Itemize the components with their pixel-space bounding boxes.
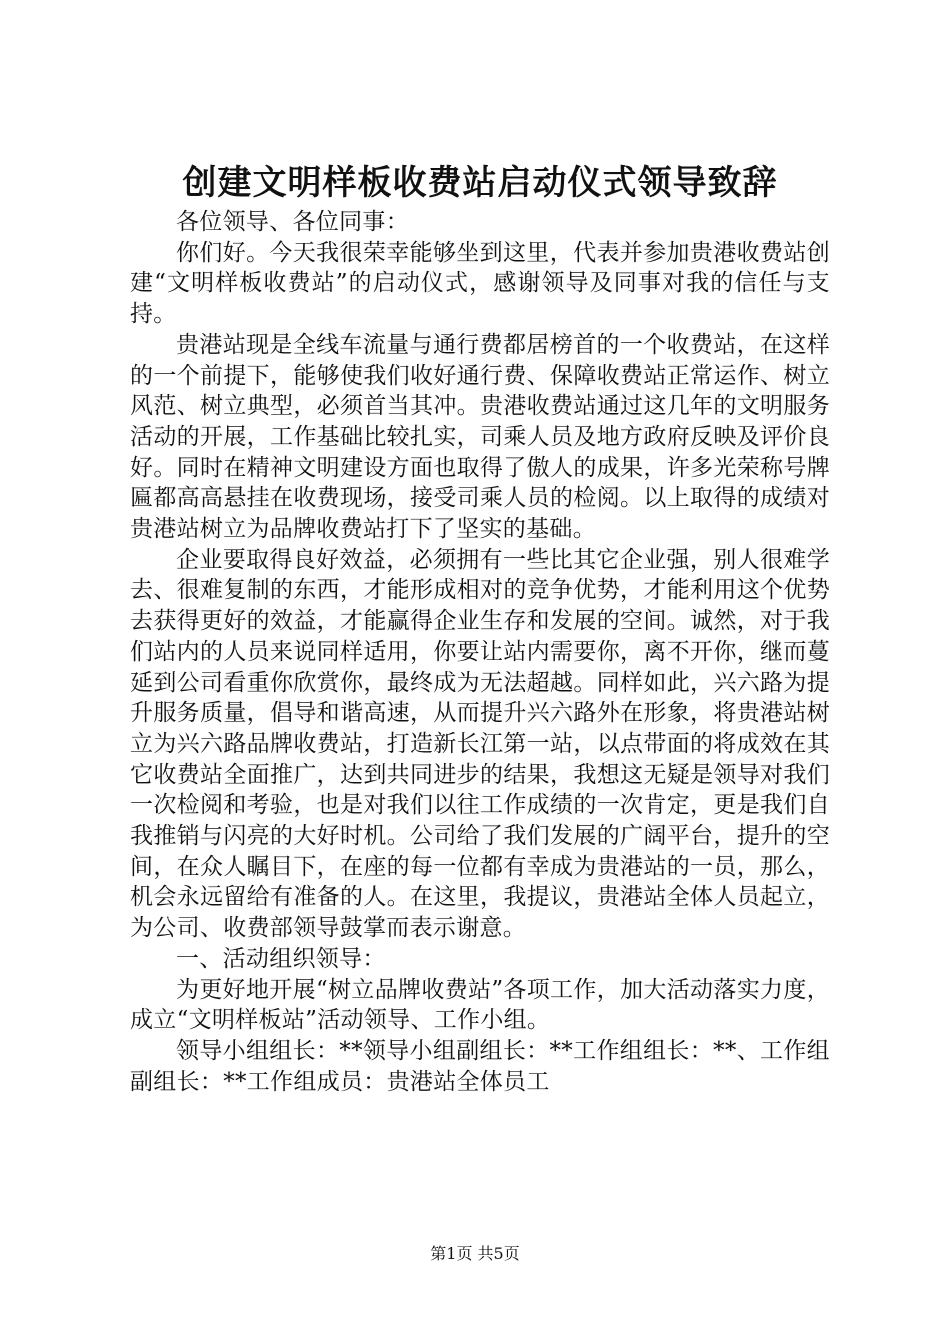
team-members-paragraph: 领导小组组长：**领导小组副组长：**工作组组长：**、工作组副组长：**工作组成员：贵港站全体员工 xyxy=(130,1037,830,1095)
document-body xyxy=(130,207,830,1097)
page-number-footer: 第1页 共5页 xyxy=(430,1244,520,1263)
salutation-paragraph: 各位领导、各位同事： xyxy=(176,209,409,235)
organization-purpose-paragraph: 为更好地开展“树立品牌收费站”各项工作，加大活动落实力度，成立“文明样板站”活动领导、工作小组。 xyxy=(130,976,830,1034)
station-achievements-paragraph: 贵港站现是全线车流量与通行费都居榜首的一个收费站，在这样的一个前提下，能够使我们收好通行费、保障收费站正常运作、树立风范、树立典型，必须首当其冲。贵港收费站通过这几年的文明服务活动的开展，工作基础比较扎实，司乘人员及地方政府反映及评价良好。同时在精神文明建设方面也取得了傲人的成果，许多光荣称号牌匾都高高悬挂在收费现场，接受司乘人员的检阅。以上取得的成绩对贵港站树立为品牌收费站打下了坚实的基础。 xyxy=(130,331,830,543)
competitive-advantage-paragraph: 企业要取得良好效益，必须拥有一些比其它企业强，别人很难学去、很难复制的东西，才能形成相对的竞争优势，才能利用这个优势去获得更好的效益，才能赢得企业生存和发展的空间。诚然，对于我们站内的人员来说同样适用，你要让站内需要你，离不开你，继而蔓延到公司看重你欣赏你，最终成为无法超越。同样如此，兴六路为提升服务质量，倡导和谐高速，从而提升兴六路外在形象，将贵港站树立为兴六路品牌收费站，打造新长江第一站，以点带面的将成效在其它收费站全面推广，达到共同进步的结果，我想这无疑是领导对我们一次检阅和考验，也是对我们以往工作成绩的一次肯定，更是我们自我推销与闪亮的大好时机。公司给了我们发展的广阔平台，提升的空间，在众人瞩目下，在座的每一位都有幸成为贵港站的一员，那么，机会永远留给有准备的人。在这里，我提议，贵港站全体人员起立，为公司、收费部领导鼓掌而表示谢意。 xyxy=(130,546,830,942)
section-heading-organization: 一、活动组织领导： xyxy=(176,945,386,972)
greeting-paragraph: 你们好。今天我很荣幸能够坐到这里，代表并参加贵港收费站创建“文明样板收费站”的启动仪式，感谢领导及同事对我的信任与支持。 xyxy=(130,239,830,328)
document-title: 创建文明样板收费站启动仪式领导致辞 xyxy=(182,163,778,203)
